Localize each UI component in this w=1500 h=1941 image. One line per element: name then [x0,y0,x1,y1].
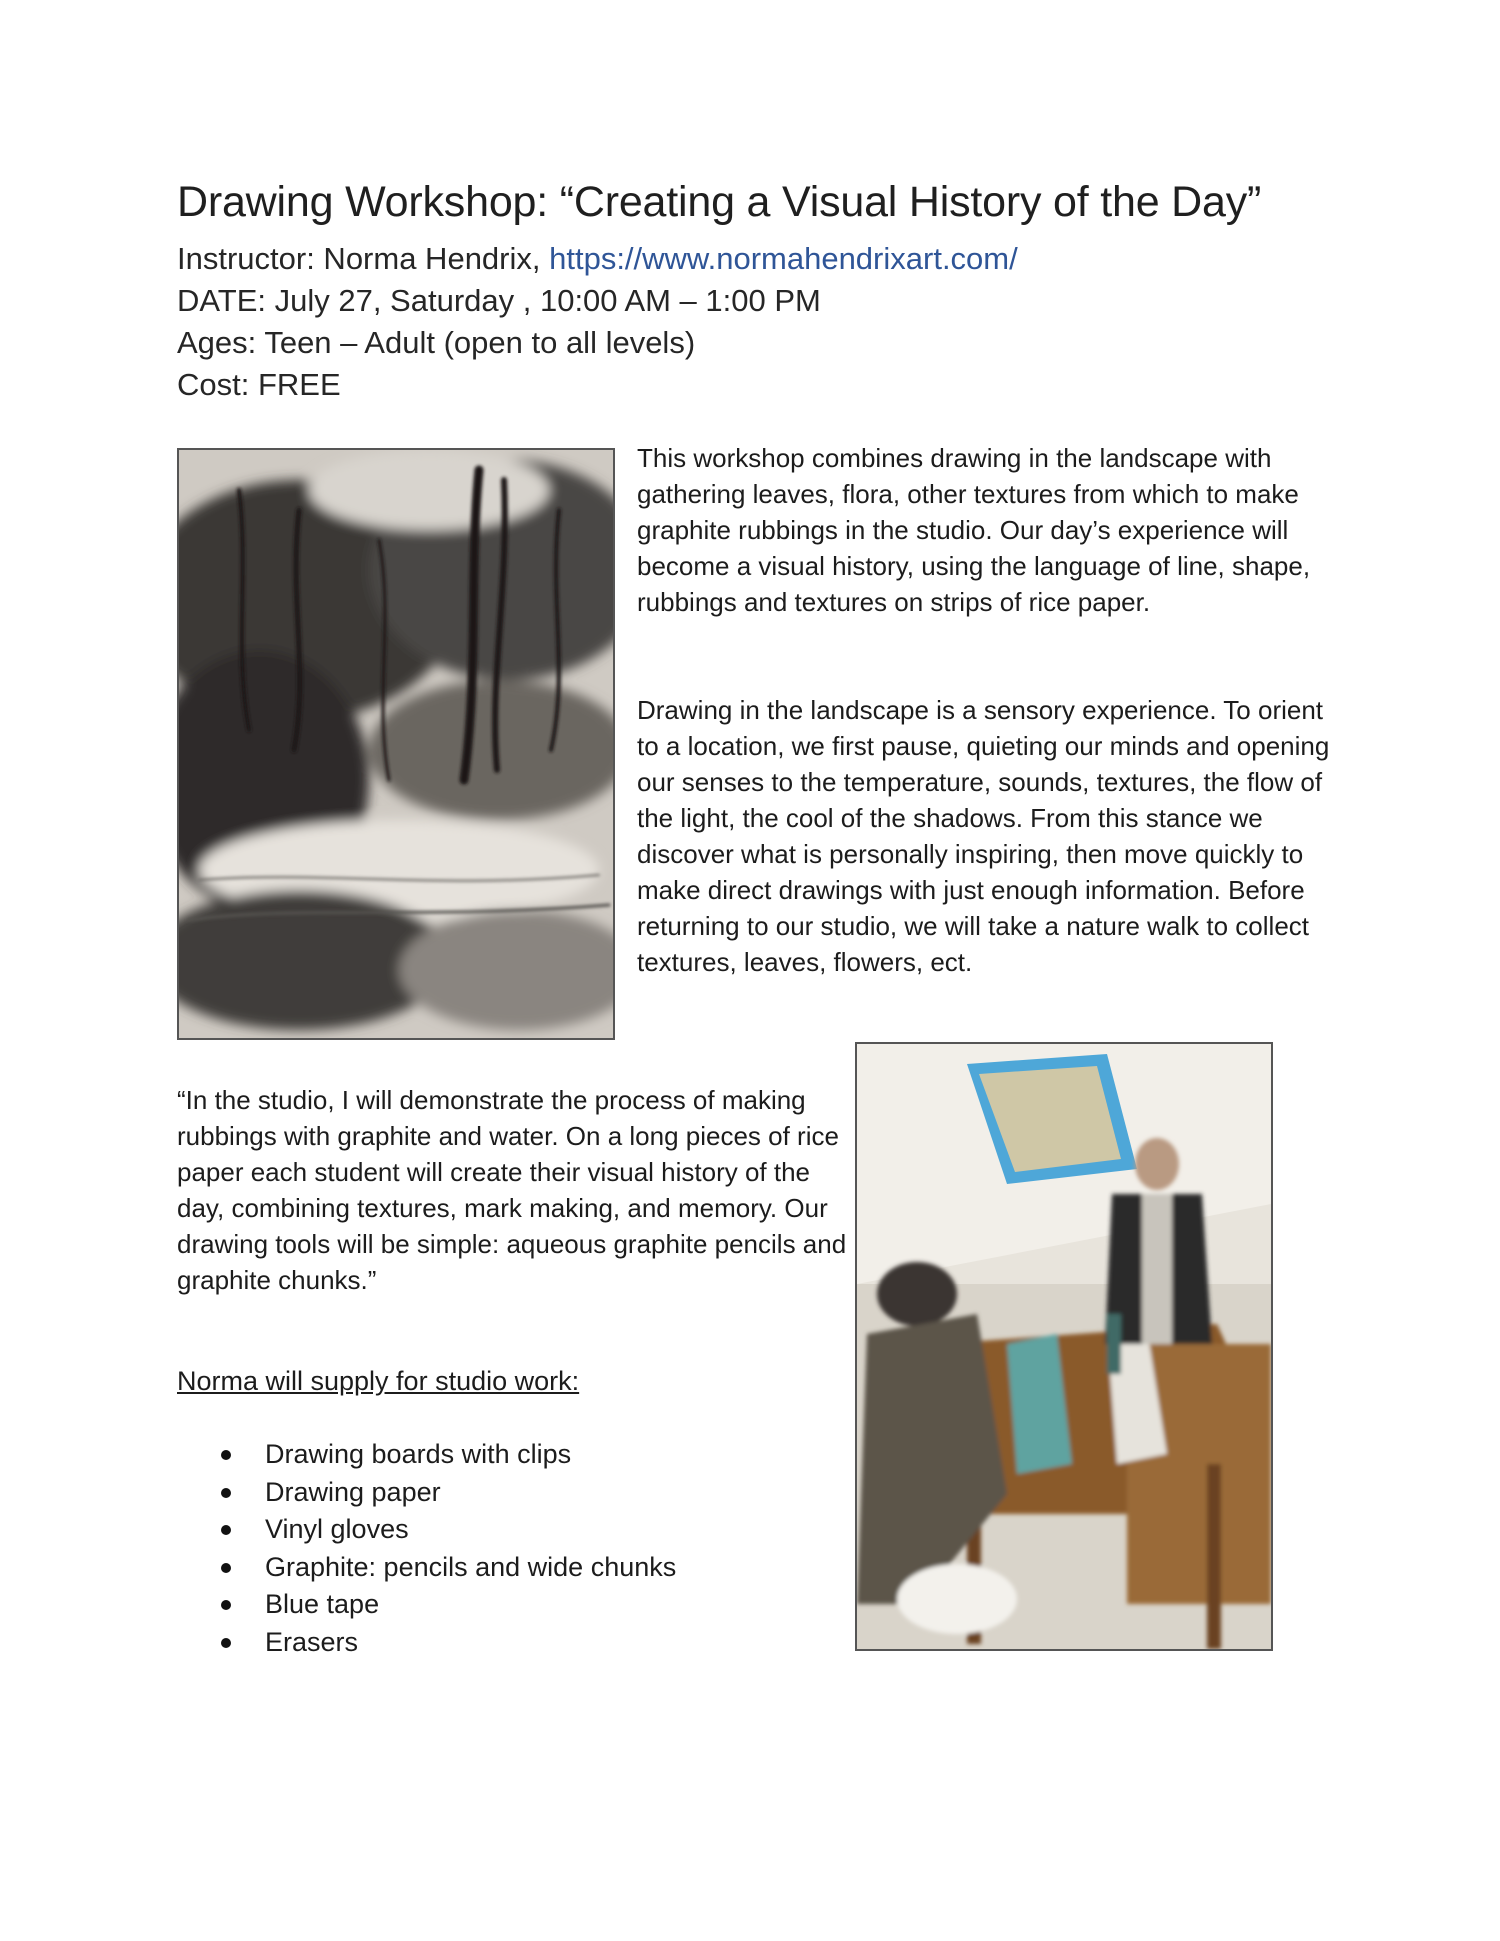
list-item: Drawing boards with clips [177,1436,676,1474]
intro-paragraph: This workshop combines drawing in the landscape with gathering leaves, flora, other textures from which to make graphite rubbings in the studio. Our day’s experience will become a visual history, using the language of line, shape, rubbings and textures on strips of rice paper. [637,443,1311,617]
supply-list [177,1436,676,1661]
date-line: DATE: July 27, Saturday , 10:00 AM – 1:00 PM [177,283,821,318]
list-item: Blue tape [177,1586,676,1624]
list-item: Vinyl gloves [177,1511,676,1549]
instructor-website-link[interactable]: https://www.normahendrixart.com/ [549,241,1018,276]
studio-photo-image [855,1042,1273,1651]
landscape-paragraph: Drawing in the landscape is a sensory experience. To orient to a location, we first pause, quieting our minds and opening our senses to the temperature, sounds, textures, the flow of the light, the cool of the shadows. From this stance we discover what is personally inspiring, then move quickly to make direct drawings with just enough information. Before returning to our studio, we will take a nature walk to collect textures, leaves, flowers, ect. [637,695,1330,977]
instructor-label: Instructor: Norma Hendrix, [177,241,550,276]
instructor-line [177,238,1018,280]
studio-quote-paragraph: “In the studio, I will demonstrate the process of making rubbings with graphite and water. On a long pieces of rice paper each student will create their visual history of the day, combining textures, mark making, and memory. Our drawing tools will be simple: aqueous graphite pencils and graphite chunks.” [177,1085,847,1295]
supply-heading: Norma will supply for studio work: [177,1366,580,1396]
landscape-drawing-image [177,448,615,1040]
list-item: Graphite: pencils and wide chunks [177,1549,676,1587]
page-title: Drawing Workshop: “Creating a Visual History of the Day” [177,178,1262,226]
workshop-details [177,238,1018,406]
list-item: Erasers [177,1624,676,1662]
ages-line: Ages: Teen – Adult (open to all levels) [177,325,696,360]
cost-line: Cost: FREE [177,367,341,402]
list-item: Drawing paper [177,1474,676,1512]
